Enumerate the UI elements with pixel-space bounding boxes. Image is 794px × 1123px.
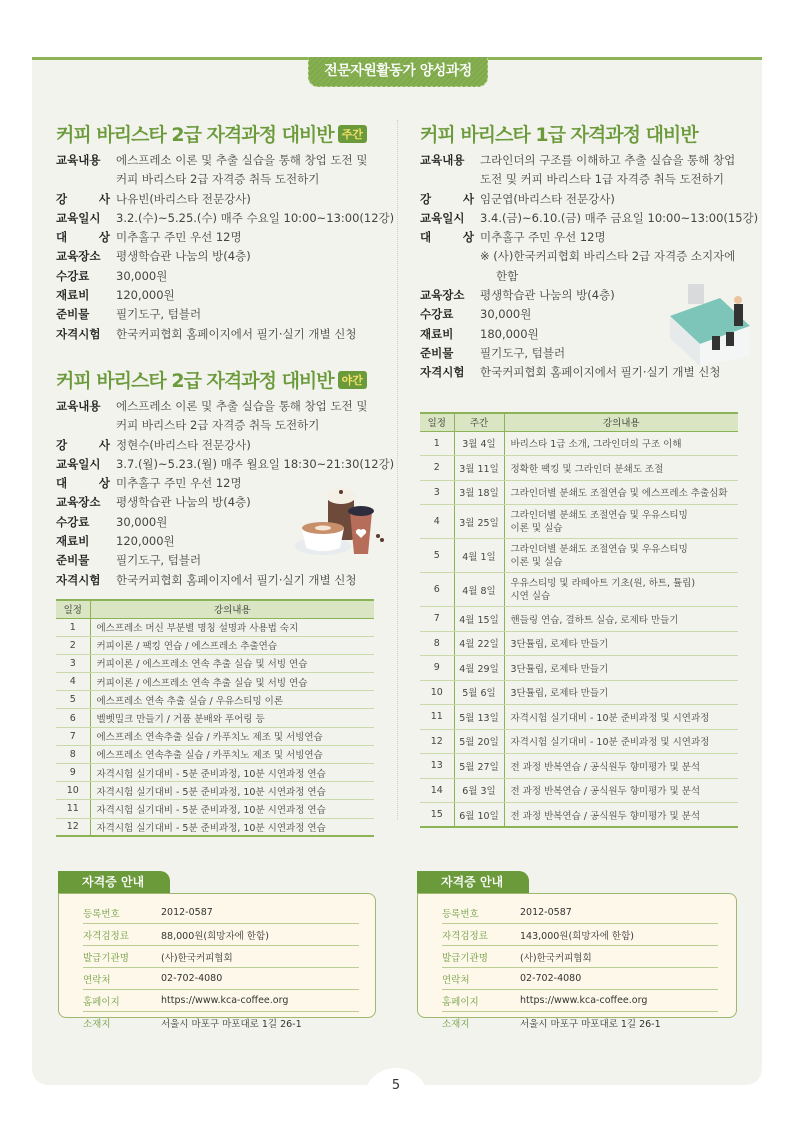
cert-label: 연락처 [442,974,470,986]
info-value-continued: 커피 바리스타 2급 자격증 취득 도전하기 [116,172,320,187]
table-row [56,636,374,654]
info-row [56,416,394,435]
info-value: 그라인더의 구조를 이해하고 추출 실습을 통해 창업 [480,153,736,167]
table-row [420,505,738,539]
info-label: 재료비 [420,326,454,341]
info-label: 교육장소 [56,249,101,264]
info-label: 준비물 [420,345,454,360]
col-header-session: 일정 [420,413,454,431]
info-row [420,247,758,266]
session-content [504,456,738,481]
session-content [504,705,738,730]
cert-label: 소재지 [83,1019,111,1030]
cert-row [442,968,718,990]
cert-box [58,893,376,1030]
cert-tab: 자격증 안내 [58,871,170,893]
table-row [420,705,738,730]
session-number: 11 [420,705,454,730]
session-content-line1: 그라인더별 분쇄도 조절연습 및 우유스티밍 [510,509,688,521]
info-value: 평생학습관 나눔의 방(4층) [116,249,251,264]
cert-row [83,902,359,924]
cert-row [83,946,359,968]
course-title-level1: 커피 바리스타 1급 자격과정 대비반 [420,124,698,146]
cert-row [83,1012,359,1034]
info-label: 교육내용 [56,153,101,167]
session-date: 5월 13일 [454,705,504,730]
session-content [504,778,738,803]
table-row [56,727,374,745]
info-value: 미추홀구 주민 우선 12명 [116,230,242,245]
info-value: 30,000원 [116,268,168,283]
course-title-text: 커피 바리스타 2급 자격과정 대비반 [56,124,334,146]
badge-evening: 야간 [338,371,367,389]
session-date: 4월 15일 [454,607,504,632]
cert-label: 홈페이지 [83,996,120,1008]
session-content-line1: 전 과정 반복연습 / 공식원두 향미평가 및 분석 [510,761,701,773]
session-date: 6월 3일 [454,778,504,803]
info-row [420,228,758,247]
session-content [504,754,738,779]
info-value: 정현수(바리스타 전문강사) [116,437,251,452]
info-row [56,325,394,344]
cert-label: 발급기관명 [83,952,129,964]
session-content-line1: 3단튤립, 로제타 만들기 [510,639,609,651]
table-row [420,803,738,828]
session-content: 에스프레소 연속추출 실습 / 카푸치노 제조 및 서빙연습 [90,727,374,745]
info-row [420,170,758,189]
session-date: 6월 10일 [454,803,504,828]
info-label: 교육일시 [56,210,101,225]
cert-value: 88,000원(희망자에 한함) [161,930,269,942]
table-row [420,456,738,481]
session-content-line1: 3단튤립, 로제타 만들기 [510,663,609,675]
page-number: 5 [391,1078,401,1093]
cert-row [83,990,359,1012]
coffee-cups-illustration [288,478,388,563]
session-date: 5월 6일 [454,680,504,705]
session-number: 4 [420,505,454,539]
schedule-table-level1 [420,412,738,828]
info-label: 준비물 [56,553,90,568]
info-value: 3.7.(월)~5.23.(월) 매주 월요일 18:30~21:30(12강) [116,456,395,471]
session-number: 12 [56,818,90,836]
info-value-continued: 한함 [496,268,519,283]
column-divider [397,120,398,820]
info-value: 나유빈(바리스타 전문강사) [116,191,251,206]
cert-label: 소재지 [442,1019,470,1030]
session-number: 2 [56,636,90,654]
table-row [56,745,374,763]
info-row [56,286,394,305]
info-row [56,571,394,590]
cert-label: 등록번호 [83,908,120,920]
table-row [420,754,738,779]
info-row [420,151,758,170]
session-number: 3 [420,480,454,505]
info-row [56,170,394,189]
info-label: 대 상 [420,230,474,245]
info-label: 강 사 [56,191,110,206]
session-content-line1: 그라인더별 분쇄도 조절연습 및 우유스티밍 [510,543,688,555]
info-row [420,190,758,209]
info-value: 필기도구, 텀블러 [480,345,566,360]
info-label: 자격시험 [56,326,101,341]
session-number: 8 [56,745,90,763]
info-label: 재료비 [56,288,90,303]
course-info-level2-day [56,151,394,344]
cert-value: 2012-0587 [161,907,213,918]
session-date: 3월 4일 [454,431,504,456]
session-number: 3 [56,654,90,672]
info-label: 준비물 [56,307,90,322]
table-row [420,778,738,803]
info-value-continued: ※ (사)한국커피협회 바리스타 2급 자격증 소지자에 [480,249,736,264]
info-value: 120,000원 [116,534,175,549]
cert-label: 자격검정료 [442,930,488,942]
cert-label: 등록번호 [442,908,479,920]
cert-row [442,902,718,924]
table-row [56,654,374,672]
session-content: 커피이론 / 팩킹 연습 / 에스프레소 추출연습 [90,636,374,654]
session-number: 4 [56,673,90,691]
info-label: 자격시험 [420,365,465,380]
session-date: 4월 1일 [454,539,504,573]
session-content-line1: 그라인더별 분쇄도 조절연습 및 에스프레소 추출심화 [510,488,728,500]
session-content-line1: 바리스타 1급 소개, 그라인더의 구조 이해 [510,439,682,451]
info-value: 120,000원 [116,288,175,303]
homepage-link[interactable]: https://www.kca-coffee.org [520,995,648,1006]
cert-value: 02-702-4080 [161,973,223,984]
session-content: 벨벳밀크 만들기 / 거품 분배와 푸어링 등 [90,709,374,727]
info-value: 미추홀구 주민 우선 12명 [116,476,242,491]
info-value: 필기도구, 텀블러 [116,553,202,568]
session-content [504,607,738,632]
barista-counter-illustration [660,278,755,368]
session-date: 5월 27일 [454,754,504,779]
cert-tab: 자격증 안내 [417,871,529,893]
info-value: 30,000원 [480,307,532,322]
table-row [56,618,374,636]
info-label: 대 상 [56,230,110,245]
session-date: 3월 25일 [454,505,504,539]
session-number: 14 [420,778,454,803]
session-content-line1: 전 과정 반복연습 / 공식원두 향미평가 및 분석 [510,810,701,822]
info-value: 한국커피협회 홈페이지에서 필기·실기 개별 신청 [116,326,357,341]
cert-info-left [58,871,376,1030]
info-value: 평생학습관 나눔의 방(4층) [480,288,615,303]
col-header-content: 강의내용 [504,413,738,431]
section-banner: 전문자원활동가 양성과정 [308,57,488,87]
table-row [420,480,738,505]
table-row [420,729,738,754]
session-content: 자격시험 실기대비 - 5분 준비과정, 10분 시연과정 연습 [90,782,374,800]
session-content: 자격시험 실기대비 - 5분 준비과정, 10분 시연과정 연습 [90,818,374,836]
session-number: 15 [420,803,454,828]
info-value-continued: 커피 바리스타 2급 자격증 취득 도전하기 [116,418,320,433]
session-date: 4월 22일 [454,631,504,656]
session-content-line1: 자격시험 실기대비 - 10분 준비과정 및 시연과정 [510,737,710,749]
session-content: 자격시험 실기대비 - 5분 준비과정, 10분 시연과정 연습 [90,800,374,818]
session-number: 11 [56,800,90,818]
homepage-link[interactable]: https://www.kca-coffee.org [161,995,289,1006]
table-row [56,764,374,782]
table-row [56,691,374,709]
session-content-line1: 자격시험 실기대비 - 10분 준비과정 및 시연과정 [510,712,710,724]
info-value: 평생학습관 나눔의 방(4층) [116,495,251,510]
info-value: 3.4.(금)~6.10.(금) 매주 금요일 10:00~13:00(15강) [480,210,759,225]
session-number: 6 [56,709,90,727]
cert-row [442,1012,718,1034]
info-label: 교육일시 [56,456,101,471]
cert-value: (사)한국커피협회 [520,952,592,964]
session-content [504,803,738,828]
info-value: 180,000원 [480,326,539,341]
info-row [56,305,394,324]
session-content-line1: 전 과정 반복연습 / 공식원두 향미평가 및 분석 [510,786,701,798]
info-row [56,151,394,170]
info-label: 강 사 [56,437,110,452]
cert-label: 연락처 [83,974,111,986]
info-label: 교육장소 [56,495,101,510]
session-date: 5월 20일 [454,729,504,754]
session-content: 에스프레소 연속추출 실습 / 카푸치노 제조 및 서빙연습 [90,745,374,763]
schedule-table-level2 [56,599,374,837]
table-row [420,573,738,607]
session-content [504,729,738,754]
session-date: 4월 29일 [454,656,504,681]
session-number: 10 [56,782,90,800]
cert-row [83,924,359,946]
info-label: 수강료 [420,307,454,322]
cert-value: 서울시 마포구 마포대로 1길 26-1 [520,1019,661,1030]
session-number: 13 [420,754,454,779]
cert-row [442,990,718,1012]
table-row [56,800,374,818]
info-row [56,190,394,209]
session-content-line2: 이론 및 실습 [510,556,563,568]
session-content [504,680,738,705]
course-title-text: 커피 바리스타 2급 자격과정 대비반 [56,370,334,392]
session-content-line1: 핸들링 연습, 결하트 실습, 로제타 만들기 [510,614,679,626]
course-title-level2-night [56,366,367,393]
table-row [420,656,738,681]
info-value: 30,000원 [116,514,168,529]
cert-row [83,968,359,990]
session-date: 3월 11일 [454,456,504,481]
info-value: 3.2.(수)~5.25.(수) 매주 수요일 10:00~13:00(12강) [116,210,395,225]
cert-box [417,893,737,1030]
cert-value: 143,000원(희망자에 한함) [520,930,634,942]
session-number: 1 [420,431,454,456]
table-row [56,673,374,691]
session-number: 12 [420,729,454,754]
cert-value: (사)한국커피협회 [161,952,233,964]
info-label: 수강료 [56,514,90,529]
session-content: 커피이론 / 에스프레소 연속 추출 실습 및 서빙 연습 [90,654,374,672]
session-number: 5 [420,539,454,573]
session-content [504,631,738,656]
table-row [56,818,374,836]
info-row [56,455,394,474]
cert-row [442,924,718,946]
info-value: 미추홀구 주민 우선 12명 [480,230,606,245]
session-content-line2: 시연 실습 [510,590,551,602]
info-label: 대 상 [56,476,110,491]
session-content [504,539,738,573]
session-content-line1: 3단튤립, 로제타 만들기 [510,688,609,700]
cert-label: 발급기관명 [442,952,488,964]
session-content-line1: 우유스티밍 및 라떼아트 기초(원, 하트, 튤립) [510,577,696,589]
info-row [56,228,394,247]
info-row [420,209,758,228]
col-header-content: 강의내용 [90,600,374,618]
session-number: 5 [56,691,90,709]
session-content-line1: 정확한 팩킹 및 그라인더 분쇄도 조절 [510,463,664,475]
session-content [504,505,738,539]
session-number: 9 [420,656,454,681]
info-value: 한국커피협회 홈페이지에서 필기·실기 개별 신청 [116,572,357,587]
session-number: 2 [420,456,454,481]
session-number: 8 [420,631,454,656]
info-value: 임군엽(바리스타 전문강사) [480,191,615,206]
cert-label: 홈페이지 [442,996,479,1008]
session-content: 에스프레소 연속 추출 실습 / 우유스티밍 이론 [90,691,374,709]
course-title-level2-day [56,120,367,147]
cert-value: 서울시 마포구 마포대로 1길 26-1 [161,1019,302,1030]
table-row [420,539,738,573]
info-label: 교육내용 [56,399,101,413]
session-content [504,431,738,456]
cert-info-right [417,871,737,1030]
session-content: 자격시험 실기대비 - 5분 준비과정, 10분 시연과정 연습 [90,764,374,782]
info-label: 재료비 [56,534,90,549]
info-row [56,209,394,228]
session-number: 7 [420,607,454,632]
session-number: 7 [56,727,90,745]
info-value: 한국커피협회 홈페이지에서 필기·실기 개별 신청 [480,365,721,380]
table-row [56,782,374,800]
info-value-continued: 도전 및 커피 바리스타 1급 자격증 취득 도전하기 [480,172,724,187]
cert-label: 자격검정료 [83,930,129,942]
session-date: 4월 8일 [454,573,504,607]
cert-value: 02-702-4080 [520,973,582,984]
session-number: 1 [56,618,90,636]
info-row [56,397,394,416]
info-row [56,436,394,455]
session-content: 에스프레소 머신 부분별 명칭 설명과 사용법 숙지 [90,618,374,636]
session-content: 커피이론 / 에스프레소 연속 추출 실습 및 서빙 연습 [90,673,374,691]
badge-daytime: 주간 [338,125,367,143]
session-content [504,656,738,681]
cert-value: 2012-0587 [520,907,572,918]
info-row [56,267,394,286]
session-content [504,480,738,505]
table-row [420,631,738,656]
col-header-session: 일정 [56,600,90,618]
info-value: 에스프레소 이론 및 추출 실습을 통해 창업 도전 및 [116,399,368,413]
col-header-date: 주간 [454,413,504,431]
session-number: 6 [420,573,454,607]
session-content [504,573,738,607]
session-number: 10 [420,680,454,705]
table-row [420,680,738,705]
info-label: 교육내용 [420,153,465,167]
info-label: 자격시험 [56,572,101,587]
table-row [420,431,738,456]
session-content-line2: 이론 및 실습 [510,522,563,534]
session-number: 9 [56,764,90,782]
info-label: 수강료 [56,268,90,283]
info-value: 필기도구, 텀블러 [116,307,202,322]
info-label: 교육장소 [420,288,465,303]
info-row [56,247,394,266]
table-row [420,607,738,632]
info-label: 강 사 [420,191,474,206]
info-label: 교육일시 [420,210,465,225]
info-value: 에스프레소 이론 및 추출 실습을 통해 창업 도전 및 [116,153,368,167]
table-row [56,709,374,727]
cert-row [442,946,718,968]
session-date: 3월 18일 [454,480,504,505]
